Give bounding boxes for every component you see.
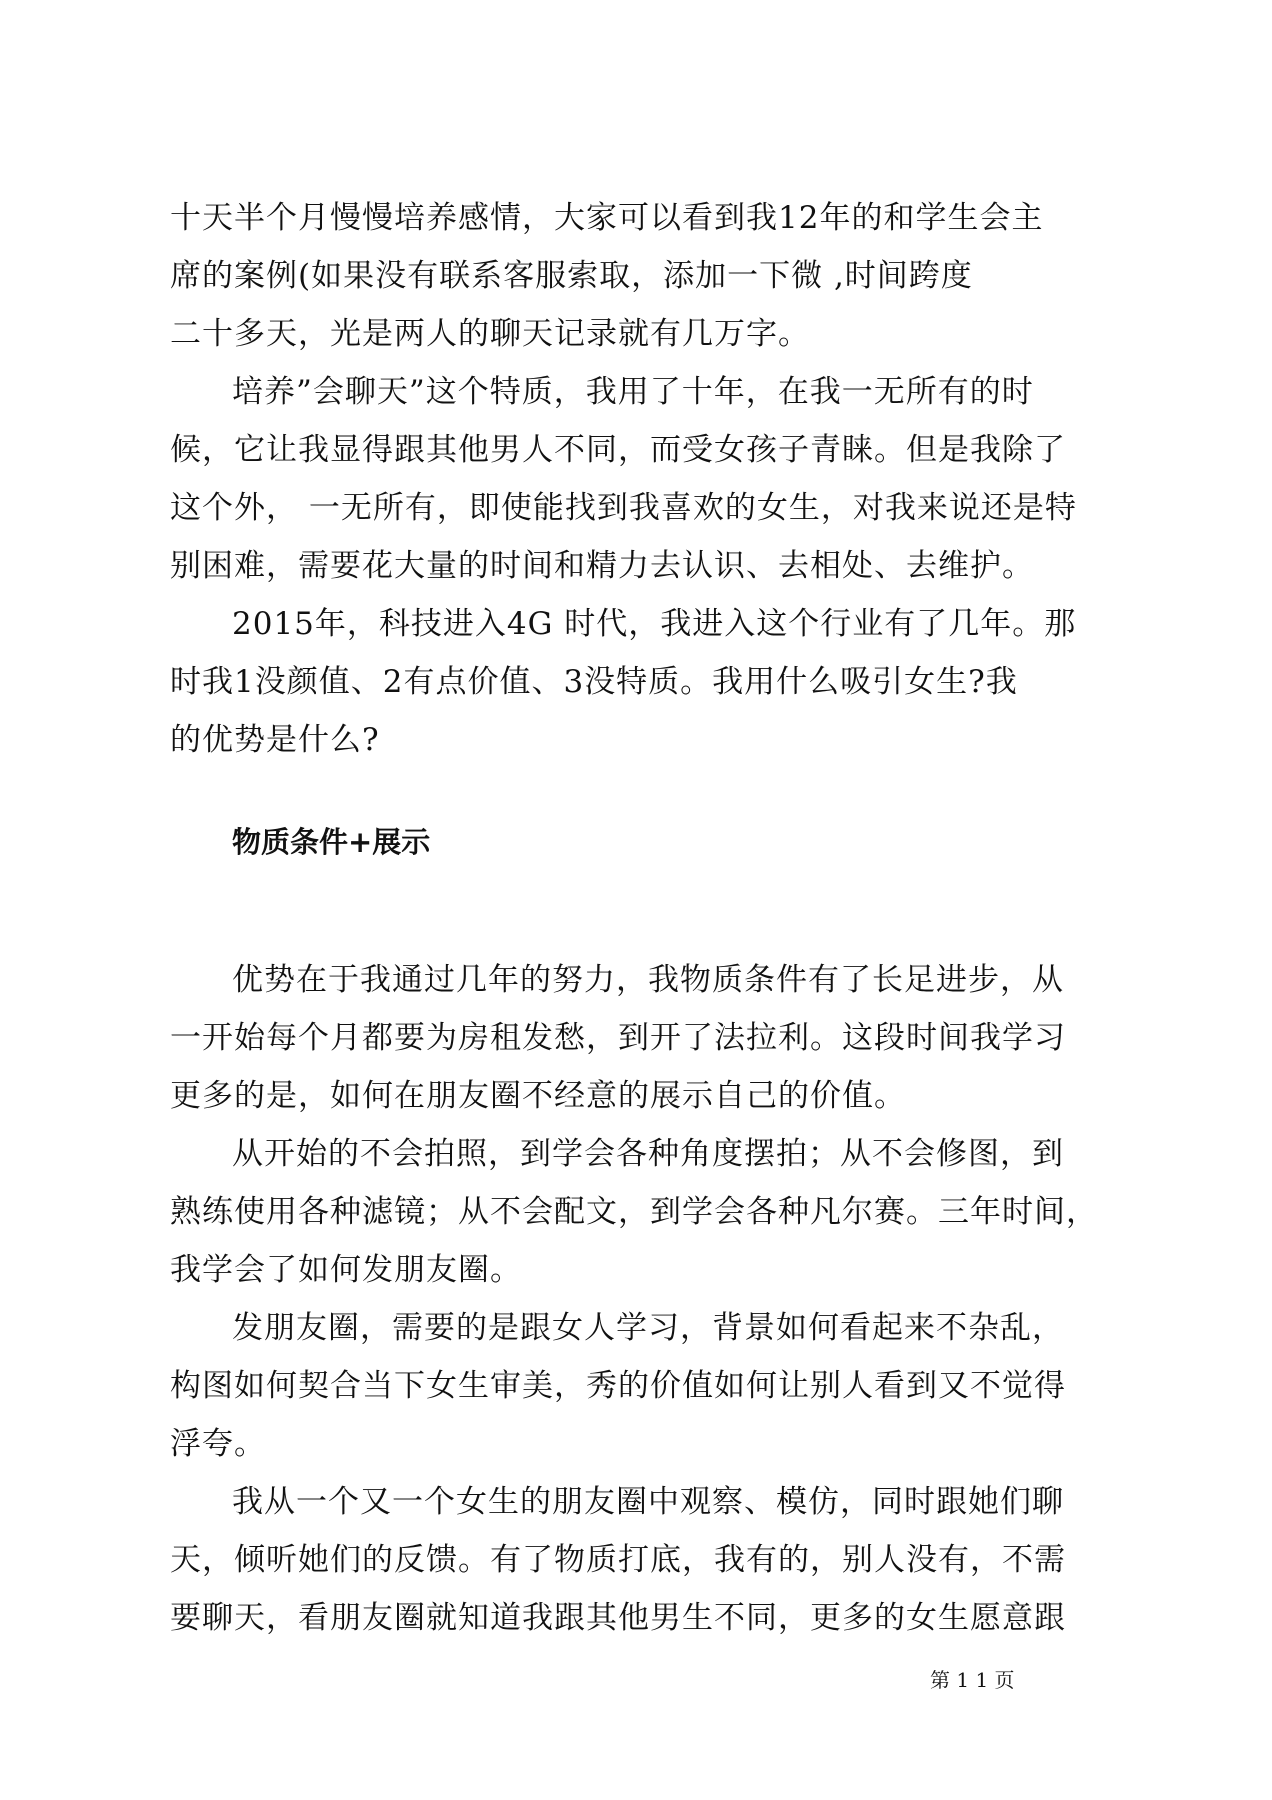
paragraph-5-line-2: 熟练使用各种滤镜；从不会配文，到学会各种凡尔赛。三年时间， bbox=[170, 1194, 1098, 1230]
paragraph-5-line-3: 我学会了如何发朋友圈。 bbox=[170, 1252, 522, 1288]
paragraph-2-line-1: 培养”会聊天”这个特质，我用了十年，在我一无所有的时 bbox=[232, 374, 1034, 410]
paragraph-4-line-2: 一开始每个月都要为房租发愁，到开了法拉利。这段时间我学习 bbox=[170, 1020, 1066, 1056]
paragraph-4-line-3: 更多的是，如何在朋友圈不经意的展示自己的价值。 bbox=[170, 1078, 906, 1114]
paragraph-3-line-1: 2015年，科技进入4G 时代，我进入这个行业有了几年。那 bbox=[232, 606, 1077, 642]
paragraph-6-line-3: 浮夸。 bbox=[170, 1426, 266, 1462]
paragraph-2-line-3: 这个外， 一无所有，即使能找到我喜欢的女生，对我来说还是特 bbox=[170, 490, 1077, 526]
paragraph-1-line-2: 席的案例(如果没有联系客服索取，添加一下微 ,时间跨度 bbox=[170, 258, 973, 294]
paragraph-2-line-2: 候，它让我显得跟其他男人不同，而受女孩子青睐。但是我除了 bbox=[170, 432, 1066, 468]
paragraph-7-line-3: 要聊天，看朋友圈就知道我跟其他男生不同，更多的女生愿意跟 bbox=[170, 1600, 1066, 1636]
paragraph-3-line-2: 时我1没颜值、2有点价值、3没特质。我用什么吸引女生?我 bbox=[170, 664, 1018, 700]
paragraph-5-line-1: 从开始的不会拍照，到学会各种角度摆拍；从不会修图，到 bbox=[232, 1136, 1064, 1172]
paragraph-6-line-2: 构图如何契合当下女生审美，秀的价值如何让别人看到又不觉得 bbox=[170, 1368, 1066, 1404]
paragraph-2-line-4: 别困难，需要花大量的时间和精力去认识、去相处、去维护。 bbox=[170, 548, 1034, 584]
paragraph-7-line-1: 我从一个又一个女生的朋友圈中观察、模仿，同时跟她们聊 bbox=[232, 1484, 1064, 1520]
paragraph-1-line-3: 二十多天，光是两人的聊天记录就有几万字。 bbox=[170, 316, 810, 352]
page-number: 第 1 1 页 bbox=[930, 1668, 1015, 1692]
paragraph-3-line-3: 的优势是什么? bbox=[170, 722, 380, 758]
paragraph-6-line-1: 发朋友圈，需要的是跟女人学习，背景如何看起来不杂乱， bbox=[232, 1310, 1064, 1346]
section-heading: 物质条件+展示 bbox=[232, 825, 431, 859]
paragraph-7-line-2: 天，倾听她们的反馈。有了物质打底，我有的，别人没有，不需 bbox=[170, 1542, 1066, 1578]
paragraph-1-line-1: 十天半个月慢慢培养感情，大家可以看到我12年的和学生会主 bbox=[170, 200, 1044, 236]
paragraph-4-line-1: 优势在于我通过几年的努力，我物质条件有了长足进步，从 bbox=[232, 962, 1064, 998]
